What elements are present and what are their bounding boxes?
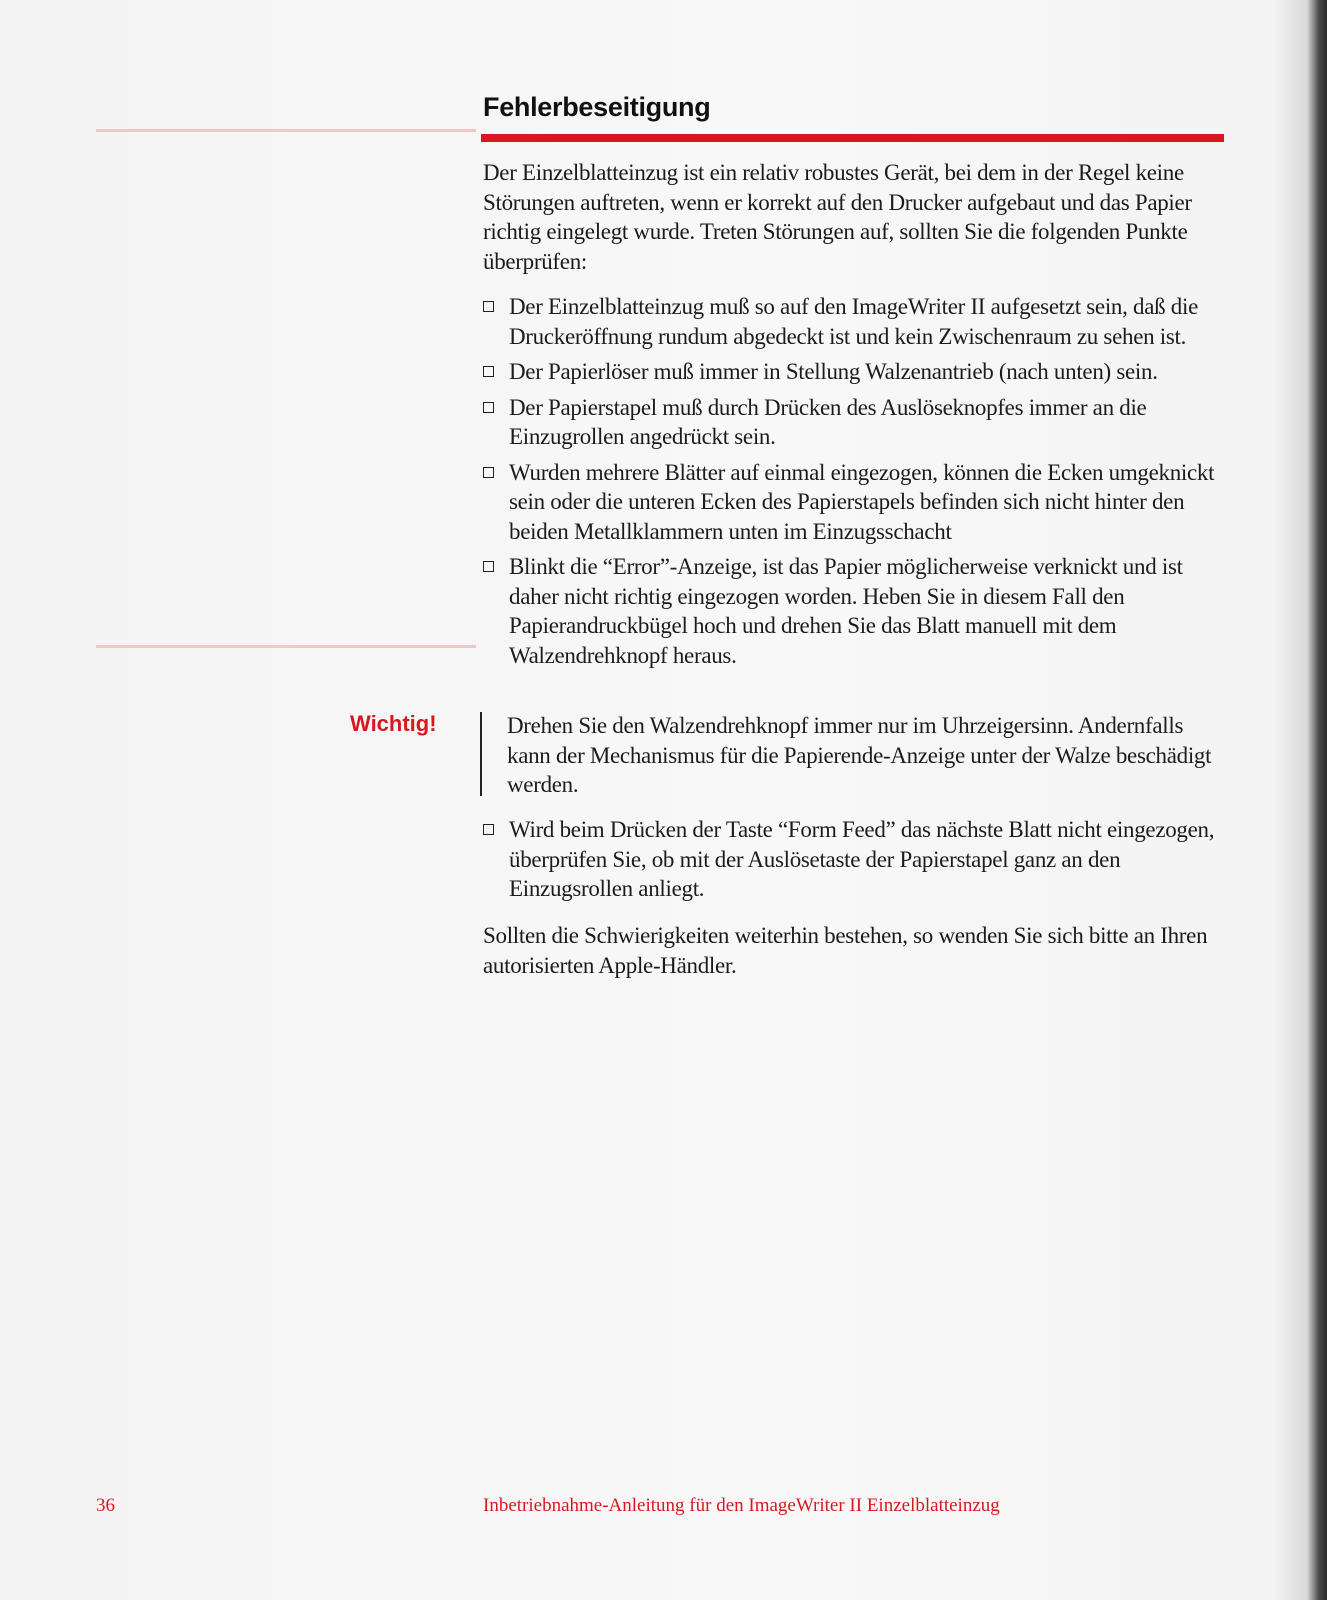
checkbox-bullet-icon — [483, 561, 494, 572]
list-item — [483, 292, 1233, 351]
checkbox-bullet-icon — [483, 402, 494, 413]
warning-label: Wichtig! — [350, 711, 437, 736]
checkbox-bullet-icon — [483, 301, 494, 312]
checkbox-bullet-icon — [483, 366, 494, 377]
list-item — [483, 552, 1233, 670]
list-item-text: Wurden mehrere Blätter auf einmal eingezogen, können die Ecken umgeknickt sein oder die unteren Ecken des Papierstapels befinden sich nicht hinter den beiden Metallklammern unten im Einzugsschacht — [509, 459, 1215, 544]
bleed-through-rule — [96, 645, 476, 648]
list-item-text: Der Papierstapel muß durch Drücken des Auslöseknopfes immer an die Einzugrollen angedrückt sein. — [509, 394, 1147, 449]
warning-text: Drehen Sie den Walzendrehknopf immer nur im Uhrzeigersinn. Andernfalls kann der Mechanismus für die Papierende-Anzeige unter der Walze beschädigt werden. — [507, 713, 1212, 797]
title-rule — [481, 134, 1224, 142]
bleed-through-text — [110, 160, 470, 184]
list-item-text: Der Papierlöser muß immer in Stellung Walzenantrieb (nach unten) sein. — [509, 359, 1158, 384]
list-item-text: Blinkt die “Error”-Anzeige, ist das Papier möglicherweise verknickt und ist daher nicht richtig eingezogen worden. Heben Sie in diesem Fall den Papierandruckbügel hoch und drehen Sie das Blatt manuell mit dem Walzendrehknopf heraus. — [509, 554, 1183, 668]
closing-paragraph: Sollten die Schwierigkeiten weiterhin bestehen, so wenden Sie sich bitte an Ihren autorisierten Apple-Händler. — [483, 923, 1208, 978]
warning-divider — [480, 712, 482, 796]
page-title: Fehlerbeseitigung — [483, 92, 711, 122]
list-item — [483, 357, 1233, 387]
checklist-continued — [483, 815, 1233, 910]
list-item-text: Wird beim Drücken der Taste “Form Feed” das nächste Blatt nicht eingezogen, überprüfen Sie, ob mit der Auslösetaste der Papierstapel ganz an den Einzugsrollen anliegt. — [509, 817, 1215, 901]
page-number: 36 — [96, 1495, 115, 1516]
checklist — [483, 292, 1233, 676]
running-footer: Inbetriebnahme-Anleitung für den ImageWriter II Einzelblatteinzug — [483, 1495, 1000, 1516]
intro-paragraph: Der Einzelblatteinzug ist ein relativ robustes Gerät, bei dem in der Regel keine Störungen auftreten, wenn er korrekt auf den Drucker aufgebaut und das Papier richtig eingelegt wurde. Treten Störungen auf, sollten Sie die folgenden Punkte überprüfen: — [483, 160, 1192, 274]
bleed-through-rule — [96, 129, 476, 132]
list-item — [483, 458, 1233, 547]
list-item — [483, 393, 1233, 452]
checkbox-bullet-icon — [483, 824, 494, 835]
list-item — [483, 815, 1233, 904]
list-item-text: Der Einzelblatteinzug muß so auf den ImageWriter II aufgesetzt sein, daß die Druckeröffnung rundum abgedeckt ist und kein Zwischenraum zu sehen ist. — [509, 294, 1198, 349]
checkbox-bullet-icon — [483, 467, 494, 478]
